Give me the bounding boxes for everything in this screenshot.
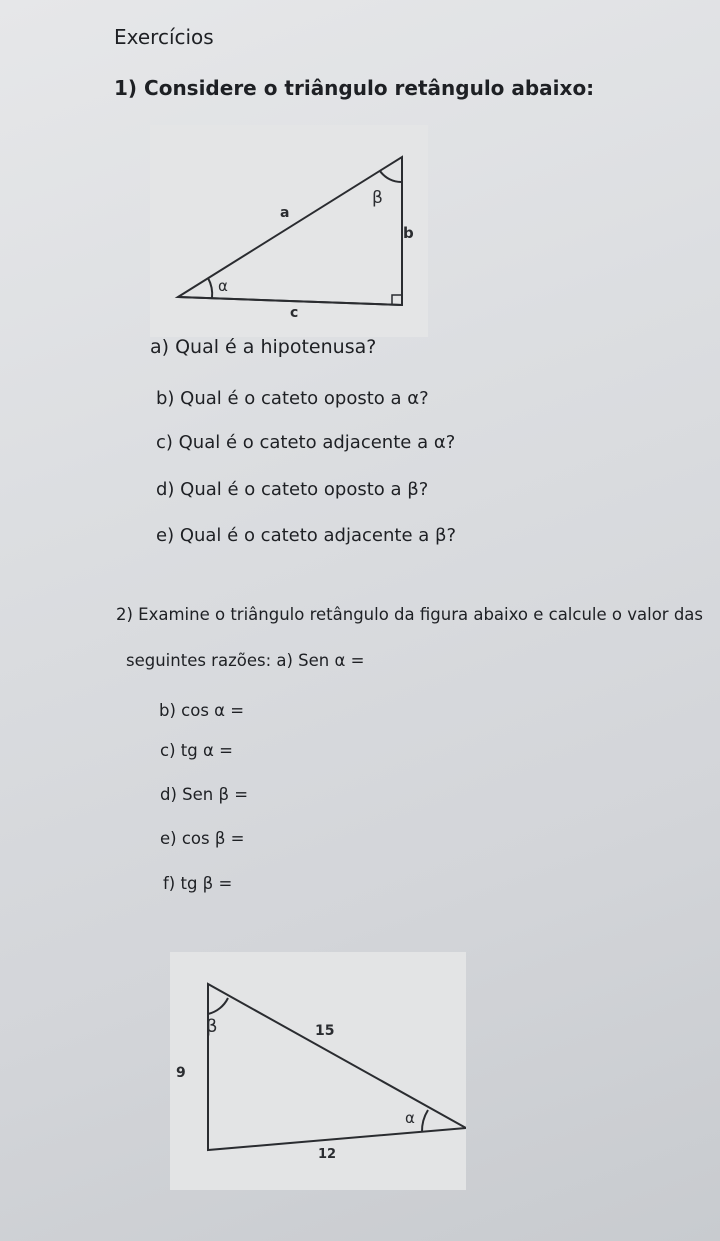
triangle-1-base [178, 297, 402, 305]
question-1c: c) Qual é o cateto adjacente a α? [156, 432, 456, 453]
question-2-prompt-cont: seguintes razões: a) Sen α = [126, 651, 365, 670]
question-2b: b) cos α = [159, 701, 245, 720]
label-12: 12 [318, 1147, 337, 1162]
question-2c: c) tg α = [160, 741, 233, 760]
label-alpha-2: α [405, 1109, 415, 1127]
right-angle-mark [392, 295, 402, 305]
angle-alpha-arc-2 [422, 1110, 428, 1132]
triangle-1-shape [178, 157, 402, 305]
question-1a: a) Qual é a hipotenusa? [150, 336, 377, 358]
label-b: b [403, 224, 414, 242]
label-beta-2: β [206, 1016, 218, 1037]
angle-beta-arc [380, 171, 402, 182]
angle-alpha-arc [208, 278, 212, 298]
label-15: 15 [315, 1023, 335, 1039]
question-1e: e) Qual é o cateto adjacente a β? [156, 525, 457, 546]
label-c: c [290, 305, 299, 321]
triangle-figure-1 [150, 125, 428, 337]
triangle-2-drawing [170, 952, 466, 1190]
triangle-2-shape [208, 984, 466, 1150]
label-a: a [280, 205, 290, 221]
question-2e: e) cos β = [160, 829, 245, 848]
label-alpha: α [218, 277, 228, 295]
triangle-figure-2 [170, 952, 466, 1190]
label-beta: β [372, 188, 383, 208]
worksheet-title: Exercícios [114, 25, 214, 49]
question-1-prompt: 1) Considere o triângulo retângulo abaixo: [114, 76, 595, 100]
question-1b: b) Qual é o cateto oposto a α? [156, 388, 429, 409]
question-1d: d) Qual é o cateto oposto a β? [156, 479, 429, 500]
label-9: 9 [176, 1065, 186, 1081]
question-2d: d) Sen β = [160, 785, 249, 804]
angle-beta-arc-2 [208, 998, 228, 1014]
triangle-1-drawing [150, 125, 428, 337]
question-2f: f) tg β = [163, 874, 233, 893]
question-2-prompt: 2) Examine o triângulo retângulo da figura abaixo e calcule o valor das [116, 605, 704, 624]
